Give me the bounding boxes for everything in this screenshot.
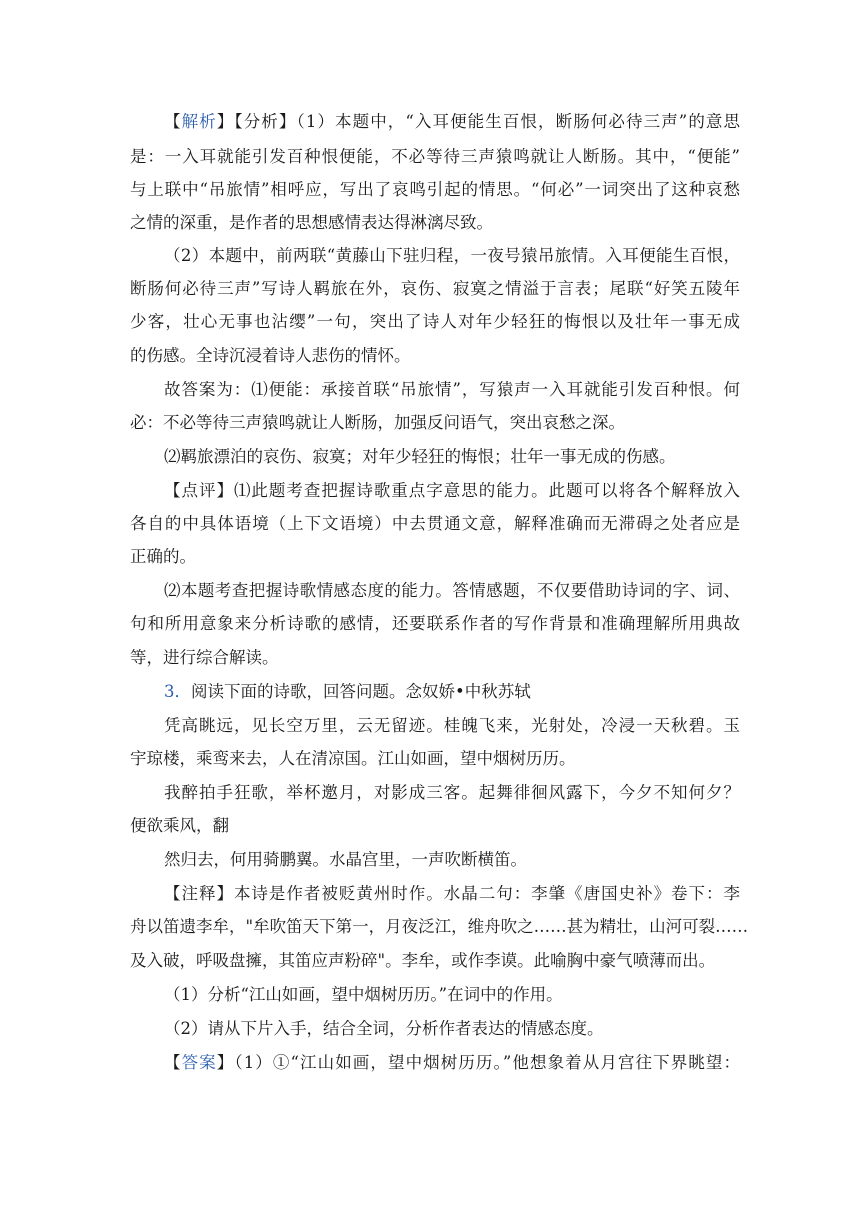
text-line: 必：不必等待三声猿鸣就让人断肠，加强反问语气，突出哀愁之深。 — [130, 413, 625, 432]
text-line: 故答案为：⑴便能：承接首联“吊旅情”，写猿声一入耳就能引发百种恨。何 — [164, 380, 740, 399]
text-line: 少客，壮心无事也沾缨”一句，突出了诗人对年少轻狂的悔恨以及壮年一事无成 — [130, 312, 740, 331]
text-line: 的伤感。全诗沉浸着诗人悲伤的情怀。 — [130, 346, 411, 365]
text-line: 之情的深重，是作者的思想感情表达得淋漓尽致。 — [130, 213, 493, 232]
bracket: 【 — [164, 112, 182, 131]
text-line: 等，进行综合解读。 — [130, 648, 279, 667]
question-number: 3． — [164, 682, 191, 701]
notes-line: 舟以笛遗李牟，"牟吹笛天下第一，月夜泛江，维舟吹之……甚为精壮，山河可裂…… — [130, 917, 749, 936]
text-line: ⑵羁旅漂泊的哀伤、寂寞；对年少轻狂的悔恨；壮年一事无成的伤感。 — [164, 447, 676, 466]
text-line: 句和所用意象来分析诗歌的感情，还要联系作者的写作背景和准确理解所用典故 — [130, 614, 740, 633]
text-line — [130, 112, 740, 132]
notes-line: 【注释】本诗是作者被贬黄州时作。水晶二句：李肇《唐国史补》卷下：李 — [164, 884, 740, 903]
poem-line: 凭高眺远，见长空万里，云无留迹。桂魄飞来，光射处，冷浸一天秋碧。玉 — [164, 716, 740, 735]
text-line: 断肠何必待三声”写诗人羁旅在外，哀伤、寂寞之情溢于言表；尾联“好笑五陵年 — [130, 279, 740, 298]
bracket: 【 — [164, 1053, 182, 1072]
text-line: 与上联中“吊旅情”相呼应，写出了哀鸣引起的情思。“何必”一词突出了这种哀愁 — [130, 180, 740, 199]
notes-line: 及入破，呼吸盘擁，其笛应声粉碎"。李牟，或作李谟。此喻胸中豪气喷薄而出。 — [130, 951, 716, 970]
text-line: 是：一入耳就能引发百种恨便能，不必等待三声猿鸣就让人断肠。其中，“便能” — [130, 147, 740, 166]
text-segment: 】【分析】（1）本题中，“入耳便能生百恨，断肠何必待三声”的意思 — [216, 112, 740, 131]
analysis-label: 解析 — [181, 112, 217, 131]
question-heading — [130, 682, 740, 702]
text-line: 正确的。 — [130, 547, 196, 566]
answer-label: 答案 — [181, 1053, 217, 1072]
sub-question: （1）分析“江山如画，望中烟树历历。”在词中的作用。 — [164, 985, 563, 1004]
text-line: （2）本题中，前两联“黄藤山下驻归程，一夜号猿吊旅情。入耳便能生百恨， — [164, 246, 740, 265]
answer-line — [130, 1053, 740, 1073]
sub-question: （2）请从下片入手，结合全词，分析作者表达的情感态度。 — [164, 1019, 604, 1038]
text-segment: 】（1）①“江山如画，望中烟树历历。”他想象着从月宫往下界眺望： — [216, 1053, 740, 1072]
poem-line: 我醉拍手狂歌，举杯邀月，对影成三客。起舞徘徊风露下，今夕不知何夕？ — [164, 783, 740, 802]
text-line: ⑵本题考查把握诗歌情感态度的能力。答情感题，不仅要借助诗词的字、词、 — [164, 581, 740, 600]
text-line: 【点评】⑴此题考查把握诗歌重点字意思的能力。此题可以将各个解释放入 — [164, 481, 740, 500]
text-line: 各自的中具体语境（上下文语境）中去贯通文意，解释准确而无滞碍之处者应是 — [130, 514, 740, 533]
poem-line: 便欲乘风，翻 — [130, 816, 229, 835]
poem-line: 然归去，何用骑鹏翼。水晶宫里，一声吹断横笛。 — [164, 850, 527, 869]
question-text: 阅读下面的诗歌，回答问题。念奴娇•中秋苏轼 — [191, 682, 531, 701]
poem-line: 宇琼楼，乘鸾来去，人在清凉国。江山如画，望中烟树历历。 — [130, 749, 576, 768]
